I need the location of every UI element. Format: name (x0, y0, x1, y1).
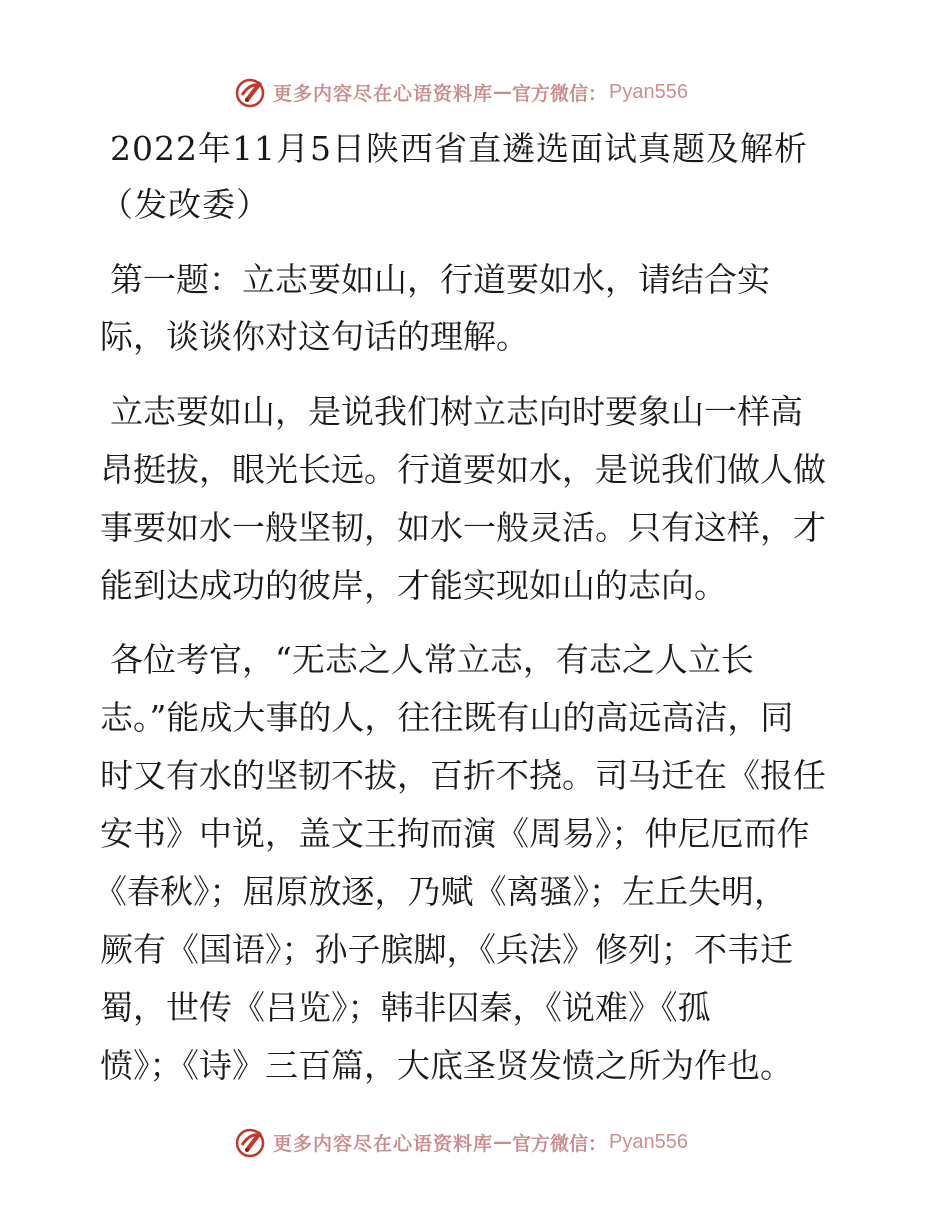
watermark-id: Pyan556 (609, 80, 688, 103)
para1-line-4: 能到达成功的彼岸，才能实现如山的志向。 (100, 566, 727, 605)
para2-line-6: 厥有《国语》；孙子膑脚，《兵法》修列；不韦迁 (100, 930, 793, 969)
para2-line-2: 志。”能成大事的人，往往既有山的高远高洁，同 (100, 698, 794, 737)
para2-line-8: 愤》；《诗》三百篇，大底圣贤发愤之所为作也。 (100, 1046, 793, 1085)
watermark-official: 官方微信： (512, 1132, 608, 1155)
para2-line-3: 时又有水的坚韧不拔，百折不挠。司马迁在《报任 (100, 756, 826, 795)
para1-line-2: 昂挺拔，眼光长远。行道要如水，是说我们做人做 (100, 450, 826, 489)
watermark-separator: — (493, 81, 513, 103)
watermark-banner-bottom (233, 1122, 688, 1162)
para1-line-1: 立志要如山，是说我们树立志向时要象山一样高 (110, 392, 803, 431)
para2-line-7: 蜀，世传《吕览》；韩非囚秦，《说难》《孤 (100, 988, 711, 1027)
watermark-separator: — (493, 1131, 513, 1153)
para2-line-5: 《春秋》；屈原放逐，乃赋《离骚》；左丘失明， (94, 872, 787, 911)
brand-logo-icon (233, 1125, 267, 1159)
brand-logo-icon (233, 75, 267, 109)
watermark-banner-top (233, 72, 688, 112)
question-line-2: 际，谈谈你对这句话的理解。 (100, 317, 529, 356)
para2-line-4: 安书》中说，盖文王拘而演《周易》；仲尼厄而作 (100, 814, 810, 853)
question-line-1: 第一题：立志要如山，行道要如水，请结合实 (110, 260, 770, 299)
watermark-text: 更多内容尽在心语资料库 (273, 1132, 494, 1155)
para1-line-3: 事要如水一般坚韧，如水一般灵活。只有这样，才 (100, 508, 826, 547)
watermark-text: 更多内容尽在心语资料库 (273, 82, 494, 105)
watermark-id: Pyan556 (609, 1130, 688, 1153)
doc-title-line-1: 2022年11月5日陕西省直遴选面试真题及解析 (110, 129, 808, 168)
doc-title-line-2: （发改委） (100, 185, 270, 224)
watermark-official: 官方微信： (512, 82, 608, 105)
para2-line-1: 各位考官，“无志之人常立志，有志之人立长 (110, 640, 754, 679)
